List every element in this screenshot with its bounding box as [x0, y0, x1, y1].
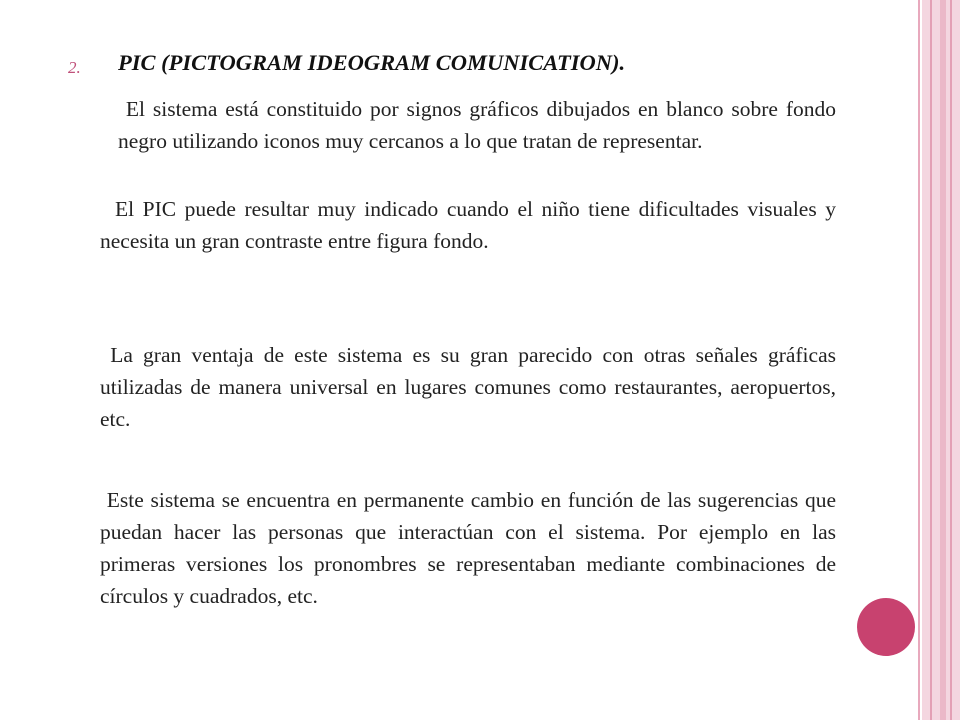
- paragraph-4: Este sistema se encuentra en permanente cambio en función de las sugerencias que puedan hacer las personas que interactúan con el sistema. Por ejemplo en las primeras versiones los pronombres se representaban mediante combinaciones de círculos y cuadrados, etc.: [100, 488, 842, 608]
- decorative-stripe-line: [918, 0, 920, 720]
- paragraph-1: El sistema está constituido por signos gráficos dibujados en blanco sobre fondo negro utilizando iconos muy cercanos a lo que tratan de representar.: [118, 97, 842, 153]
- list-number: 2.: [68, 58, 81, 77]
- decorative-stripe-line: [940, 0, 946, 720]
- decorative-stripe-line: [950, 0, 952, 720]
- slide-heading: PIC (PICTOGRAM IDEOGRAM COMUNICATION).: [118, 50, 626, 75]
- paragraph-3: La gran ventaja de este sistema es su gran parecido con otras señales gráficas utilizadas de manera universal en lugares comunes como restaurantes, aeropuertos, etc.: [100, 343, 842, 431]
- decorative-circle: [857, 598, 915, 656]
- decorative-stripe-line: [930, 0, 932, 720]
- paragraph-2: El PIC puede resultar muy indicado cuando el niño tiene dificultades visuales y necesita un gran contraste entre figura fondo.: [100, 197, 836, 253]
